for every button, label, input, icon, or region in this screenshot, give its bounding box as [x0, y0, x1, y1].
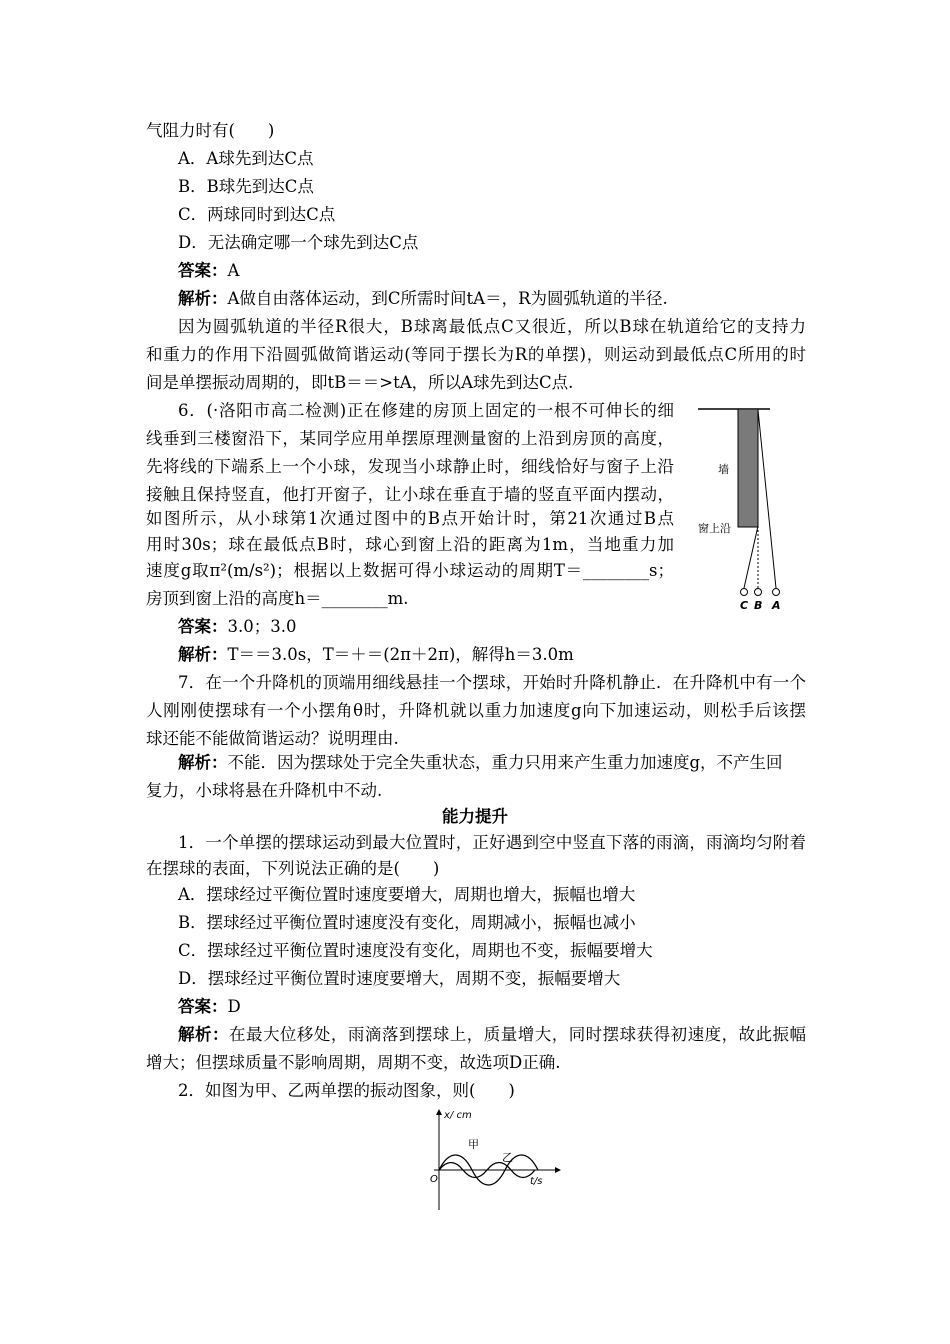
p1-analysis-1	[178, 1024, 806, 1046]
q5-option-c: C．两球同时到达C点	[178, 205, 336, 224]
q6-line-3: 先将线的下端系上一个小球，发现当小球静止时，细线恰好与窗子上沿	[146, 457, 674, 476]
p1-line-1: 1．一个单摆的摆球运动到最大位置时，正好遇到空中竖直下落的雨滴，雨滴均匀附着	[178, 833, 806, 852]
string-c	[744, 526, 758, 588]
point-b-label: B	[754, 599, 763, 612]
p1-line-2: 在摆球的表面，下列说法正确的是( )	[146, 859, 440, 878]
q7-line-3: 球还能不能做简谐运动？说明理由.	[146, 729, 399, 748]
wall-label: 墙	[718, 463, 729, 476]
p1-option-c: C．摆球经过平衡位置时速度没有变化，周期也不变，振幅要增大	[178, 941, 653, 960]
ball-b	[755, 589, 762, 596]
p1-option-a: A．摆球经过平衡位置时速度要增大，周期也增大，振幅也增大	[178, 885, 636, 904]
analysis-label: 解析：	[178, 289, 228, 308]
q5-analysis-4: 间是单摆振动周期的，即tB＝＝>tA，所以A球先到达C点.	[146, 373, 574, 392]
sill-label: 窗上沿	[698, 522, 731, 535]
analysis-text: 不能．因为摆球处于完全失重状态，重力只用来产生重力加速度g，不产生回	[227, 753, 783, 772]
q7-analysis-1	[178, 752, 783, 774]
q5-analysis-3: 和重力的作用下沿圆弧做简谐运动(等同于摆长为R的单摆)，则运动到最低点C所用的时	[146, 345, 806, 364]
answer-label: 答案：	[178, 997, 228, 1016]
section-title: 能力提升	[442, 807, 508, 826]
analysis-text: A做自由落体运动，到C所需时间tA＝，R为圆弧轨道的半径.	[227, 289, 668, 308]
answer-value: A	[227, 261, 240, 280]
q6-analysis	[178, 644, 574, 666]
q5-analysis-1	[178, 288, 668, 310]
p1-answer	[178, 996, 241, 1018]
q5-option-a: A．A球先到达C点	[178, 149, 314, 168]
q6-line-6: 用时30s；球在最低点B时，球心到窗上沿的距离为1m，当地重力加	[146, 535, 674, 554]
p1-option-d: D．摆球经过平衡位置时速度要增大，周期不变，振幅要增大	[178, 969, 621, 988]
analysis-label: 解析：	[178, 1025, 229, 1044]
point-c-label: C	[740, 599, 749, 612]
answer-label: 答案：	[178, 261, 228, 280]
answer-label: 答案：	[178, 617, 228, 636]
p2-stem: 2．如图为甲、乙两单摆的振动图象，则( )	[178, 1081, 515, 1100]
string-a	[758, 410, 776, 588]
q7-line-1: 7．在一个升降机的顶端用细线悬挂一个摆球，开始时升降机静止．在升降机中有一个	[178, 673, 806, 692]
p1-analysis-2: 增大；但摆球质量不影响周期，周期不变，故选项D正确.	[146, 1053, 561, 1072]
q5-answer	[178, 260, 239, 282]
q7-analysis-2: 复力，小球将悬在升降机中不动.	[146, 781, 383, 800]
analysis-label: 解析：	[178, 645, 228, 664]
q7-line-2: 人刚刚使摆球有一个小摆角θ时，升降机就以重力加速度g向下加速运动，则松手后该摆	[146, 701, 806, 720]
answer-value: 3.0；3.0	[227, 617, 297, 636]
q5-analysis-2: 因为圆弧轨道的半径R很大，B球离最低点C又很近，所以B球在轨道给它的支持力	[178, 317, 806, 336]
analysis-text: 在最大位移处，雨滴落到摆球上，质量增大，同时摆球获得初速度，故此振幅	[228, 1025, 807, 1044]
analysis-label: 解析：	[178, 753, 228, 772]
ball-a	[773, 589, 780, 596]
pendulum-window-figure	[690, 400, 820, 615]
origin-label: O	[430, 1174, 438, 1185]
q6-line-4: 接触且保持竖直，他打开窗子，让小球在垂直于墙的竖直平面内摆动，	[146, 485, 674, 504]
q6-line-5: 如图所示，从小球第1次通过图中的B点开始计时，第21次通过B点	[146, 509, 674, 528]
q5-option-d: D．无法确定哪一个球先到达C点	[178, 233, 419, 252]
q6-line-2: 线垂到三楼窗沿下，某同学应用单摆原理测量窗的上沿到房顶的高度，	[146, 429, 674, 448]
point-a-label: A	[772, 599, 781, 612]
vibration-graph	[424, 1104, 564, 1214]
curve-jia-label: 甲	[468, 1138, 479, 1151]
wall-block	[738, 409, 758, 527]
ball-c	[741, 589, 748, 596]
y-axis-label: x/ cm	[444, 1110, 472, 1121]
analysis-text: T＝＝3.0s，T＝＋＝(2π＋2π)，解得h＝3.0m	[227, 645, 574, 664]
q6-line-1: 6．(·洛阳市高二检测)正在修建的房顶上固定的一根不可伸长的细	[178, 401, 674, 420]
q5-stem-tail: 气阻力时有( )	[146, 121, 275, 140]
x-axis-label: t/s	[530, 1176, 543, 1187]
p1-option-b: B．摆球经过平衡位置时速度没有变化，周期减小，振幅也减小	[178, 913, 636, 932]
curve-yi-label: 乙	[502, 1151, 513, 1164]
q6-line-7: 速度g取π²(m/s²)；根据以上数据可得小球运动的周期T＝________s；	[146, 561, 674, 580]
q5-option-b: B．B球先到达C点	[178, 177, 314, 196]
answer-value: D	[227, 997, 241, 1016]
q6-answer	[178, 616, 296, 638]
q6-line-8: 房顶到窗上沿的高度h＝________m.	[146, 589, 409, 608]
